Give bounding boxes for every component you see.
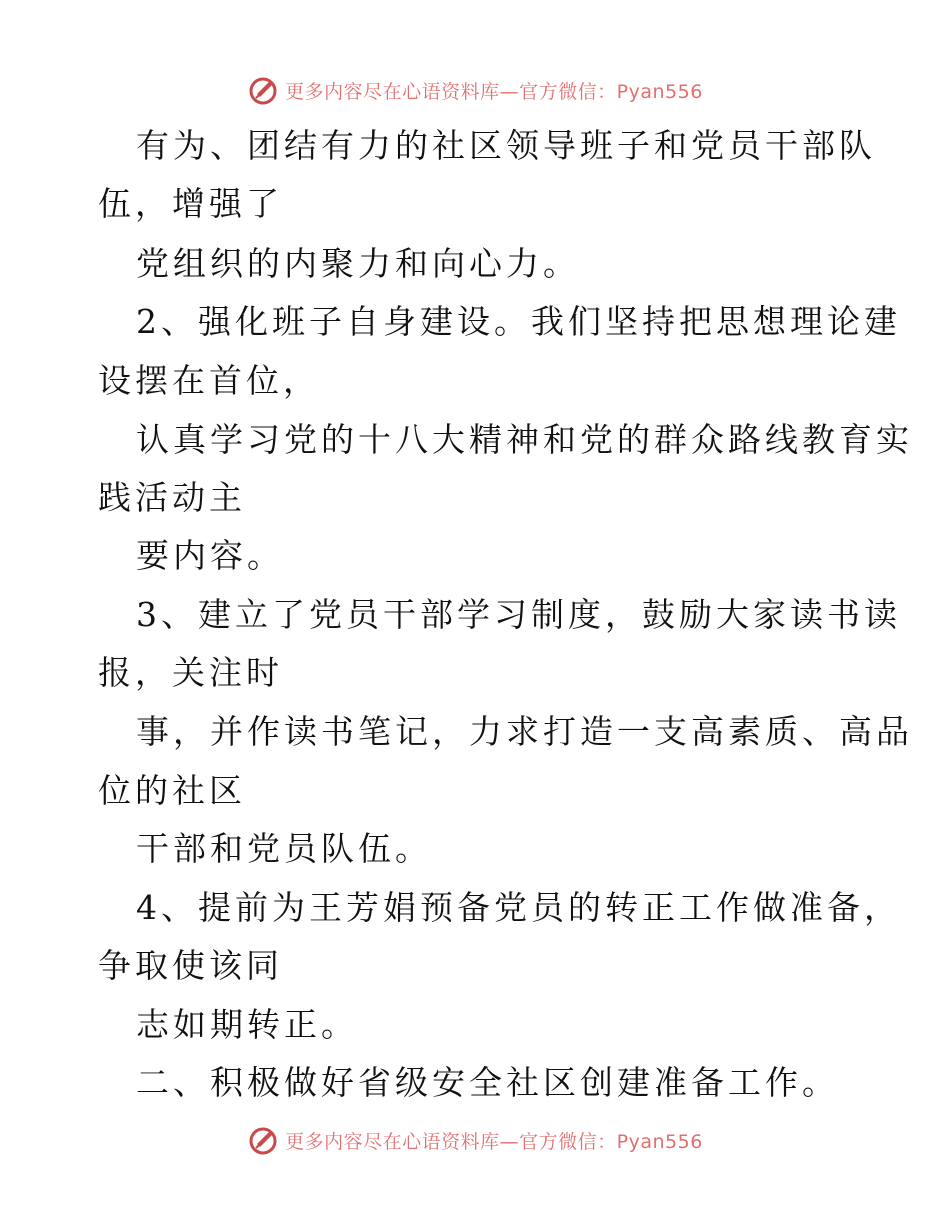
paragraph-line: 认真学习党的十八大精神和党的群众路线教育实 xyxy=(136,420,913,459)
footer-banner-text: 更多内容尽在心语资料库—官方微信：Pyan556 xyxy=(285,1130,703,1153)
paragraph-line: 干部和党员队伍。 xyxy=(136,829,432,868)
header-banner xyxy=(0,70,950,110)
header-banner-text: 更多内容尽在心语资料库—官方微信：Pyan556 xyxy=(285,80,703,103)
paragraph-line: 践活动主 xyxy=(98,478,246,517)
paragraph-line: 设摆在首位， xyxy=(98,361,320,400)
paragraph-line: 争取使该同 xyxy=(98,946,283,985)
paragraph-line: 有为、团结有力的社区领导班子和党员干部队 xyxy=(136,126,876,165)
paragraph-line: 报，关注时 xyxy=(98,653,283,692)
paragraph-line: 党组织的内聚力和向心力。 xyxy=(136,244,580,283)
paragraph-line: 位的社区 xyxy=(98,771,246,810)
paragraph-line: 伍，增强了 xyxy=(98,184,283,223)
logo-seal-icon xyxy=(247,74,279,106)
paragraph-line: 志如期转正。 xyxy=(136,1005,358,1044)
footer-banner xyxy=(0,1120,950,1160)
paragraph-line: 2、强化班子自身建设。我们坚持把思想理论建 xyxy=(136,302,901,341)
header-banner-inner xyxy=(247,74,703,106)
footer-banner-inner xyxy=(247,1124,703,1156)
paragraph-line: 4、提前为王芳娟预备党员的转正工作做准备， xyxy=(136,888,901,927)
paragraph-line: 二、积极做好省级安全社区创建准备工作。 xyxy=(136,1063,839,1102)
paragraph-line: 事，并作读书笔记，力求打造一支高素质、高品 xyxy=(136,712,913,751)
logo-seal-icon xyxy=(247,1124,279,1156)
paragraph-line: 3、建立了党员干部学习制度，鼓励大家读书读 xyxy=(136,595,901,634)
paragraph-line: 要内容。 xyxy=(136,536,284,575)
